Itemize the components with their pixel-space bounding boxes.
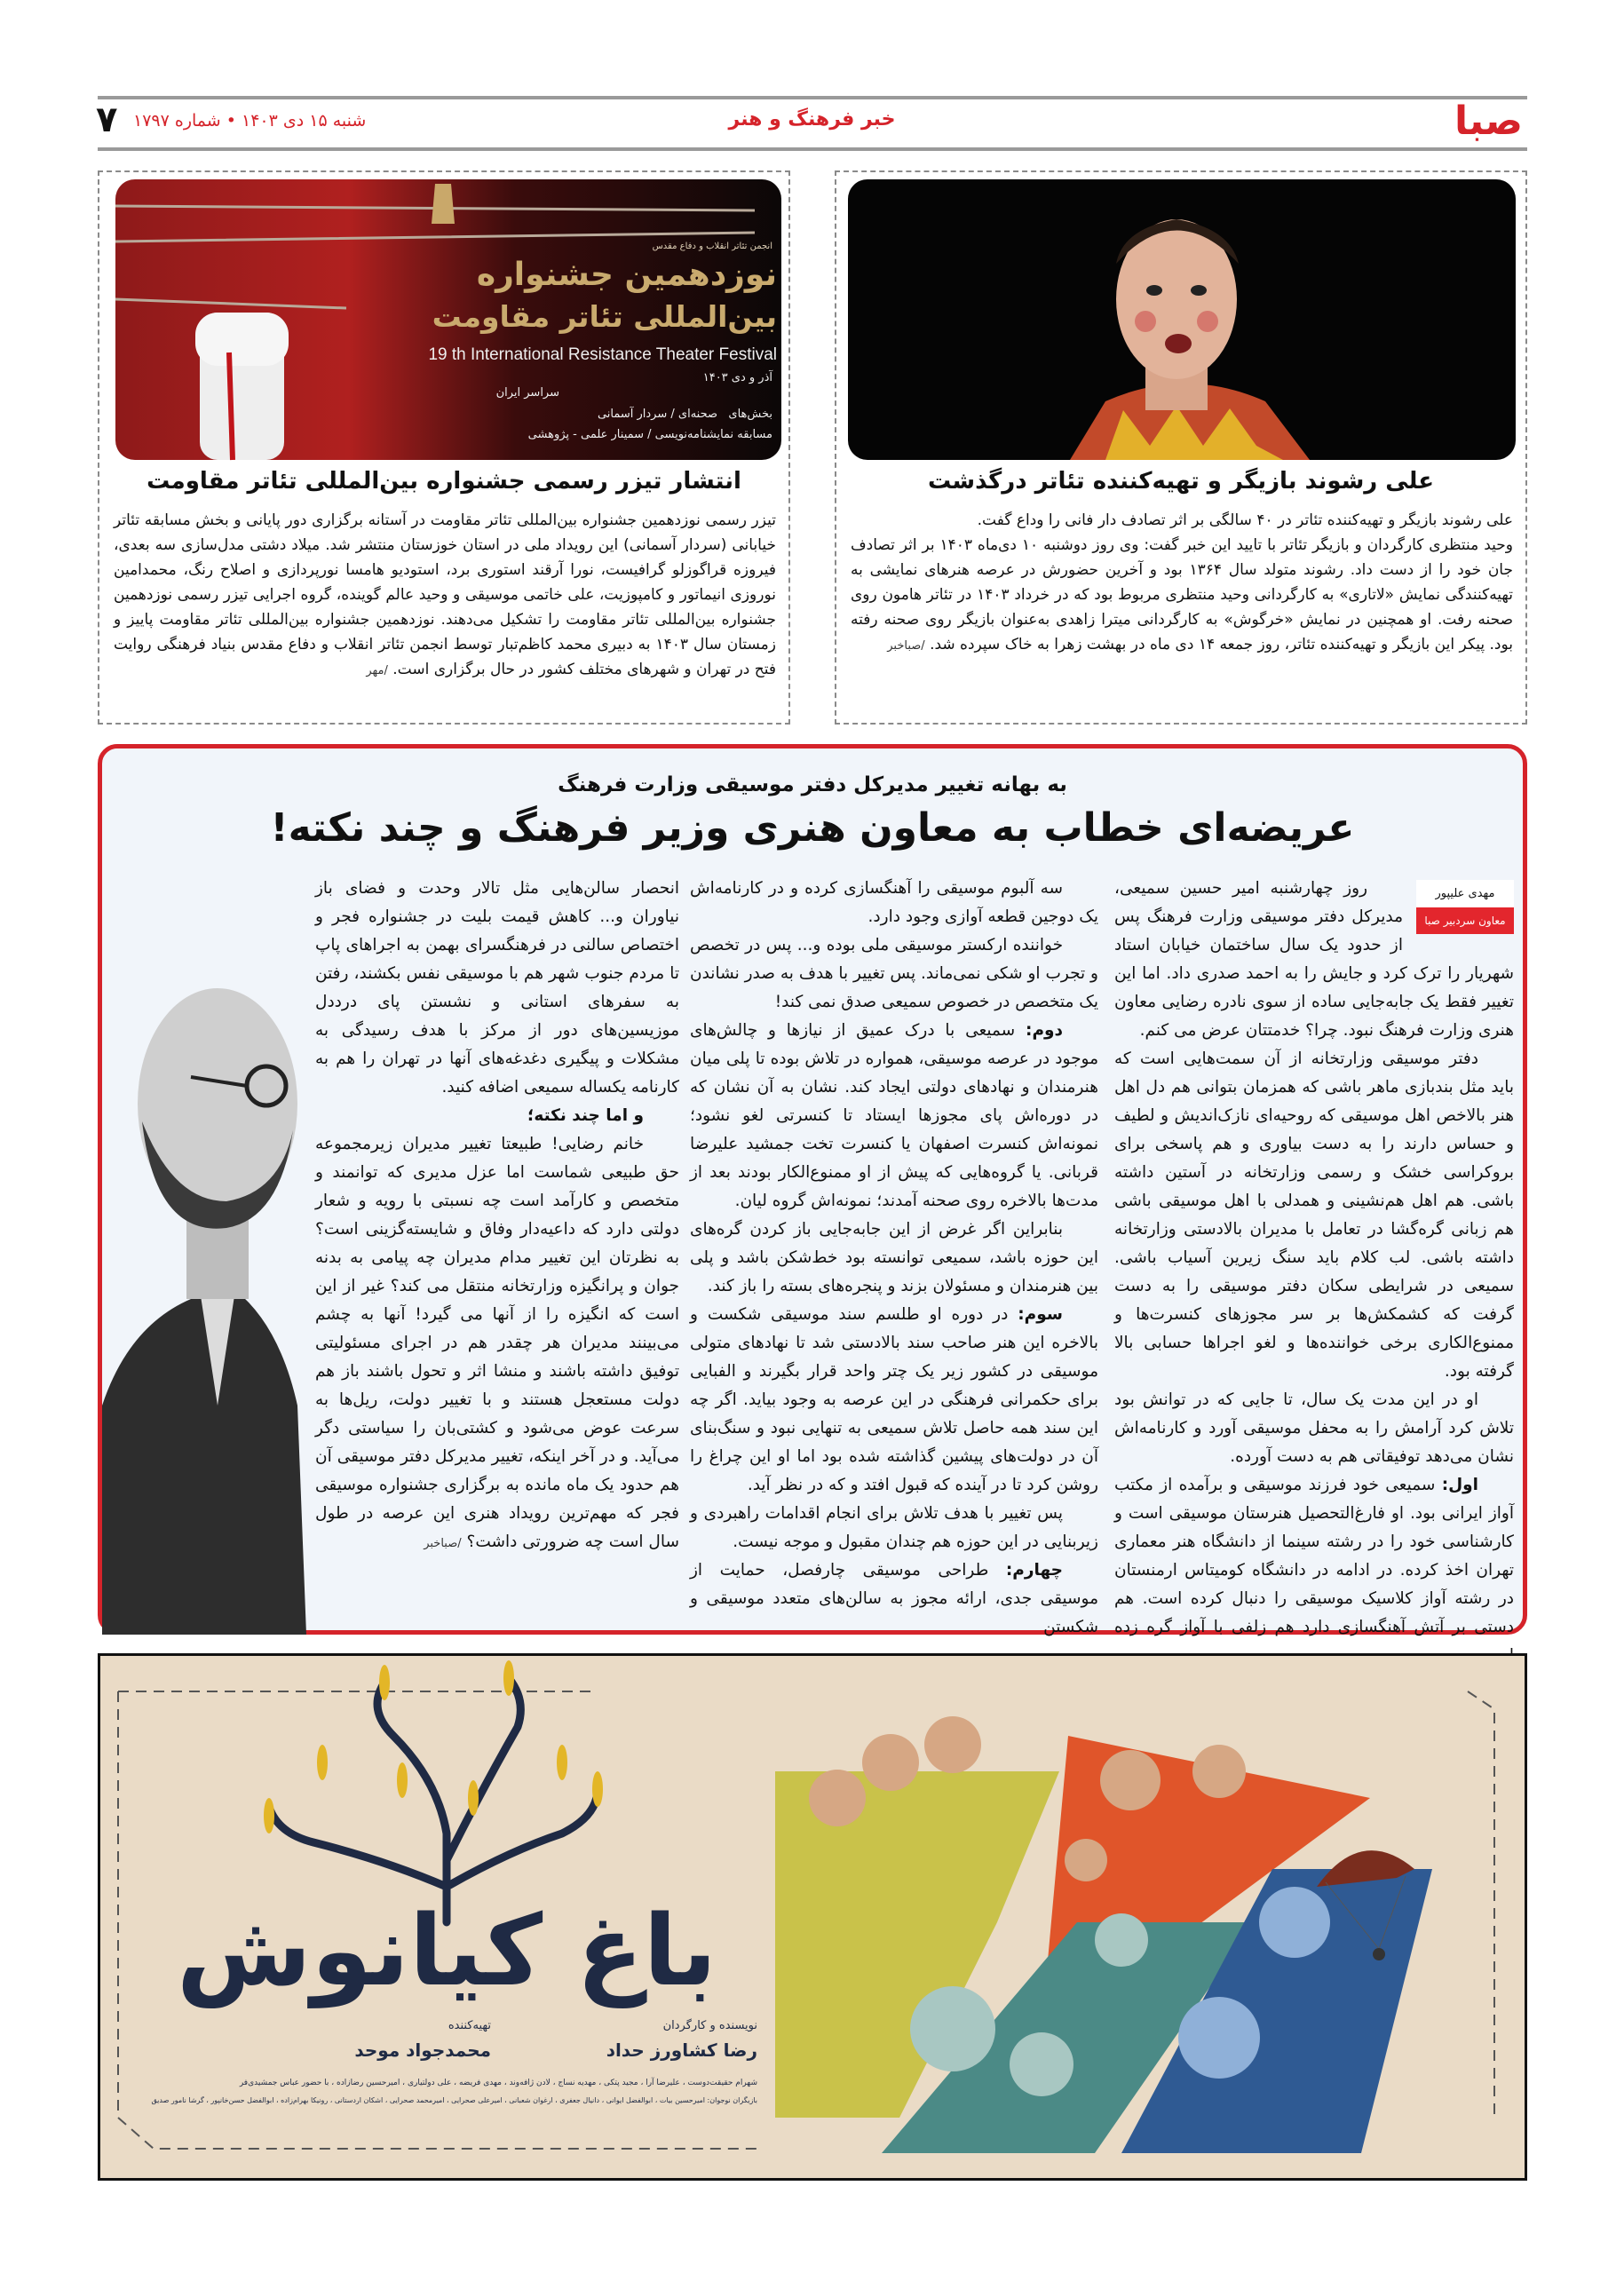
tree-leaves xyxy=(264,1660,603,1833)
article-headline: عریضه‌ای خطاب به معاون هنری وزیر فرهنگ و چند نکته! xyxy=(270,805,1355,851)
article-body xyxy=(114,508,776,684)
newspaper-logo[interactable]: صبا xyxy=(1454,99,1523,144)
article-kicker: به بهانه تغییر مدیرکل دفتر موسیقی وزارت فرهنگ xyxy=(558,773,1067,796)
author-portrait-photo xyxy=(102,908,306,1635)
tree-illustration xyxy=(269,1678,598,1922)
festival-location: سراسر ایران xyxy=(495,386,559,400)
article-column-1 xyxy=(1114,875,1514,1636)
article-paragraph: دفتر موسیقی وزارتخانه از آن سمت‌هایی است که باید مثل بندبازی ماهر باشی که همزمان بتوانی هم دل اهل هنر بالاخص اهل موسیقی که روحیه‌ای نازک‌اندیش و لطیف و حساس دارند را به دست بیاوری و هم پاسخی برای بروکراسی خشک و رسمی وزارتخانه در آستین داشته باشی. هم اهل هم‌نشینی و همدلی با اهل موسیقی باشی هم زبانی گره‌گشا در تعامل با مدیران بالادستی وزارتخانه داشته باشی. لب کلام باید سنگ زیرین آسیاب باشی. سمیعی در شرایطی سکان دفتر موسیقی را به دست گرفت که کشمکش‌ها بر سر مجوزهای کنسرت‌ها و ممنوع‌الکاری برخی خواننده‌ها و لغو اجراها حسابی بالا گرفته بود. xyxy=(1114,1049,1514,1381)
article-paragraph: دوم: سمیعی با درک عمیق از نیازها و چالش‌های موجود در عرصه موسیقی، همواره در تلاش بوده تا پلی میان هنرمندان و نهادهای دولتی ایجاد کند. نشان به آن نشان که در دوره‌اش پای مجوزها ایستاد تا کنسرتی لغو نشود؛ نمونه‌اش کنسرت اصفهان یا کنسرت تخت جمشید علیرضا قربانی. یا گروه‌هایی که پیش از او ممنوع‌الکار بودند بعد از مدت‌ها بالاخره روی صحنه آمدند؛ نمونه‌اش گروه لیان. xyxy=(690,1021,1098,1210)
article-source: /صباخبر xyxy=(887,639,925,653)
article-paragraph: انحصار سالن‌هایی مثل تالار وحدت و فضای باز نیاوران و... کاهش قیمت بلیت در جشنواره فجر و اختصاص سالنی در فرهنگسرای بهمن به اجراهای پاپ تا مردم جنوب شهر هم با موسیقی نفس بکشند، رفتن به سفرهای استانی و نشستن پای درددل موزیسین‌های دور از مرکز با هدف رسیدگی به مشکلات و پیگیری دغدغه‌های آنها در تهران را هم به کارنامه یکساله سمیعی اضافه کنید. xyxy=(315,879,679,1097)
article-subheading: و اما چند نکته؛ xyxy=(527,1106,644,1125)
article-paragraph: علی رشوند بازیگر و تهیه‌کننده تئاتر در ۴۰ سالگی بر اثر تصادف دار فانی را وداع گفت. xyxy=(977,511,1513,529)
festival-sections-2: مسابقه نمایشنامه‌نویسی / سمینار علمی - پژوهشی xyxy=(527,428,772,441)
young-cast-list: بازیگران نوجوان: امیرحسین بیات ، ابوالفضل ایوانی ، دانیال جعفری ، ارغوان شعبانی ، امیرعلی صحرایی ، امیرمحمد صحرایی ، اشکان اردستانی ، رونیکا بهرام‌زاده ، ابوالفضل حسن‌خانپور ، گرشا نامور صدیق xyxy=(151,2096,757,2104)
article-paragraph: خواننده ارکستر موسیقی ملی بوده و... پس در تخصص و تجرب او شکی نمی‌ماند. پس تغییر با هدف به صدر نشاندن یک متخصص در خصوص سمیعی صدق نمی کند! xyxy=(690,936,1098,1011)
article-paragraph: سوم: در دوره او طلسم سند موسیقی شکست و بالاخره این هنر صاحب سند بالادستی شد تا نهادهای متولی موسیقی در کشور زیر یک چتر واحد قرار بگیرند و الفبایی برای حکمرانی فرهنگی در این عرصه به وجود بیاید. اگر چه این سند همه حاصل تلاش سمیعی به تنهایی نبود و سنگ‌بنای آن در دولت‌های پیشین گذاشته شده بود اما او این چراغ را روشن کرد تا در آینده که قبول افتد و که در نظر آید. xyxy=(690,1305,1098,1494)
header-top-rule xyxy=(98,96,1527,99)
article-title: علی رشوند بازیگر و تهیه‌کننده تئاتر درگذشت xyxy=(928,468,1434,495)
header-bottom-rule xyxy=(98,147,1527,151)
film-poster-ad[interactable] xyxy=(98,1653,1527,2181)
article-paragraph: روز چهارشنبه امیر حسین سمیعی، مدیرکل دفتر موسیقی وزارت فرهنگ پس از حدود یک سال ساختمان خیابان استاد شهریار را ترک کرد و جایش را به احمد صدری داد. اما این تغییر فقط یک جابه‌جایی ساده از سوی نادره رضایی معاون هنری وزارت فرهنگ نبود. چرا؟ خدمتتان عرض می کنم. xyxy=(1114,879,1514,1040)
author-box-space xyxy=(1403,875,1514,960)
festival-title-2: بین‌المللی تئاتر مقاومت xyxy=(432,299,777,334)
cast-list: شهرام حقیقت‌دوست ، علیرضا آرا ، مجید پتکی ، مهدیه نساج ، لادن ژافه‌وند ، مهدی فریضه ، علی دولتیاری ، امیرحسین رضازاده ، با حضور عباس جمشیدی‌فر xyxy=(239,2079,757,2087)
festival-english-title: 19 th International Resistance Theater Festival xyxy=(428,345,777,364)
article-paragraph: وحید منتظری کارگردان و بازیگر تئاتر با تایید این خبر گفت: وی روز دوشنبه ۱۰ دی‌ماه ۱۴۰۳ بر اثر تصادف جان خود را از دست داد. رشوند متولد سال ۱۳۶۴ بود و آخرین حضورش در عرصه هنرهای نمایشی به تهیه‌کنندگی نمایش «لاتاری» به کارگردانی وحید منتظری مربوط بود که در خرداد ۱۴۰۳ در تئاتر هامون روی صحنه رفت. او همچنین در نمایش «خرگوش» به کارگردانی میترا زاهدی به‌عنوان بازیگر روی صحنه رفته بود. پیکر این بازیگر و تهیه‌کننده تئاتر، روز جمعه ۱۴ دی ماه در بهشت زهرا به خاک سپرده شد. /صباخبر xyxy=(851,536,1514,653)
date-issue: شنبه ۱۵ دی ۱۴۰۳ • شماره ۱۷۹۷ xyxy=(133,111,367,131)
section-title: خبر فرهنگ و هنر xyxy=(728,108,896,131)
article-paragraph: چهارم: طراحی موسیقی چارفصل، حمایت از موسیقی جدی، ارائه مجوز به سالن‌های متعدد موسیقی و شکستن xyxy=(690,1561,1098,1636)
writer-director-label: نویسنده و کارگردان xyxy=(662,2019,757,2032)
author-role: معاون سردبیر صبا xyxy=(1416,907,1514,934)
producer-name: محمدجواد موحد xyxy=(354,2039,491,2061)
article-paragraph: اول: سمیعی خود فرزند موسیقی و برآمده از مکتب آواز ایرانی بود. او فارغ‌التحصیل هنرستان موسیقی است و کارشناسی خود را در رشته سینما از دانشگاه هنر معماری تهران اخذ کرده. در ادامه در دانشگاه کومیتاس ارمنستان در رشته آواز کلاسیک موسیقی را دنبال کرده است. هم دستی بر آتش آهنگسازی دارد هم زلفی با آواز گره زده xyxy=(1114,1476,1514,1636)
news-box-festival xyxy=(98,170,790,725)
festival-dates: آذر و دی ۱۴۰۳ xyxy=(702,371,772,384)
article-title: انتشار تیزر رسمی جشنواره بین‌المللی تئاتر مقاومت xyxy=(147,468,741,495)
actor-photo xyxy=(848,179,1516,460)
article-paragraph: خانم رضایی! طبیعتا تغییر مدیران زیرمجموعه حق طبیعی شماست اما عزل مدیری که توانمند و متخصص و کارآمد است چه نسبتی با رویه و شعار دولتی دارد که داعیه‌دار وفاق و شایسته‌گزینی است؟ به نظرتان این تغییر مدام مدیران چه پیامی به بدنه جوان و پرانگیزه وزارتخانه منتقل می کند؟ غیر از این است که انگیزه را از آنها می گیرد! آنها به چشم می‌بینند مدیران هر چقدر هم در اجرای مسئولیتی توفیق داشته باشند و منشا اثر و تحول باشند باز هم دولت مستعجل هستند و با تغییر دولت، ریل‌ها به سرعت عوض می‌شود و کشتی‌بان را سیاستی دگر می‌آید. و در آخر اینکه، تغییر مدیرکل دفتر موسیقی آن هم حدود یک ماه مانده به برگزاری جشنواره موسیقی فجر که مهم‌ترین رویداد هنری این عرصه در طول سال است چه ضرورتی داشت؟ /صباخبر xyxy=(315,1135,679,1551)
main-article-box xyxy=(98,744,1527,1635)
article-paragraph: سه آلبوم موسیقی را آهنگسازی کرده و در کارنامه‌اش یک دوجین قطعه آوازی وجود دارد. xyxy=(690,879,1098,926)
article-paragraph: بنابراین اگر غرض از این جابه‌جایی باز کردن گره‌های این حوزه باشد، سمیعی توانسته بود خط‌شکن باشد و پلی بین هنرمندان و مسئولان بزند و پنجره‌های بسته را باز کند. xyxy=(690,1220,1098,1295)
page-number: ۷ xyxy=(96,99,118,140)
festival-title-1: نوزدهمین جشنواره xyxy=(476,257,777,293)
article-body xyxy=(851,508,1513,659)
author-name: مهدی علیپور xyxy=(1416,880,1514,907)
article-paragraph: پس تغییر با هدف تلاش برای انجام اقدامات راهبردی و زیربنایی در این حوزه هم چندان مقبول و موجه نیست. xyxy=(690,1504,1098,1551)
festival-sections: بخش‌های صحنه‌ای / سردار آسمانی xyxy=(597,408,772,421)
festival-poster-image xyxy=(115,179,781,460)
article-paragraph: تیزر رسمی نوزدهمین جشنواره بین‌المللی تئاتر مقاومت در آستانه برگزاری دور پایانی و بخش مسابقه تئاتر خیابانی (سردار آسمانی) این رویداد ملی در استان خوزستان منتشر شد. میلاد دشتی مدل‌سازی سه بعدی، فیروزه قراگوزلو گرافیست، نورا آرقند استوری برد، استودیو هامسا نورپردازی و اصلاح رنگ، محمدامین نوروزی انیماتور و کامپوزیت، علی خاتمی موسیقی و وحید عالم گوینده، گروه اجرایی تیزر رسمی نوزدهمین جشنواره بین‌المللی تئاتر مقاومت را تشکیل می‌دهند. نوزدهمین جشنواره بین‌المللی تئاتر مقاومت پاییز و زمستان سال ۱۴۰۳ به دبیری محمد کاظم‌تبار توسط انجمن تئاتر انقلاب و دفاع مقدس بنیاد فرهنگی روایت فتح در تهران و شهرهای مختلف کشور در حال برگزاری است. /مهر xyxy=(114,511,777,678)
poster-title-art: باغ کیانوش xyxy=(176,1894,717,2008)
writer-director-name: رضا کشاورز حداد xyxy=(606,2039,757,2061)
article-source: /صباخبر xyxy=(424,1537,462,1550)
article-source: /مهر xyxy=(366,664,388,677)
producer-label: تهیه‌کننده xyxy=(448,2019,491,2032)
article-column-2 xyxy=(690,875,1098,1636)
festival-org: انجمن تئاتر انقلاب و دفاع مقدس xyxy=(652,242,772,251)
article-paragraph: او در این مدت یک سال، تا جایی که در توانش بود تلاش کرد آرامش را به محفل موسیقی آورد و کارنامه‌اش نشان می‌دهد توفیقاتی هم به دست آورده. xyxy=(1114,1390,1514,1466)
actor-portrait-illustration xyxy=(848,179,1516,460)
news-box-rashvand xyxy=(835,170,1527,725)
article-column-3 xyxy=(315,875,679,1620)
